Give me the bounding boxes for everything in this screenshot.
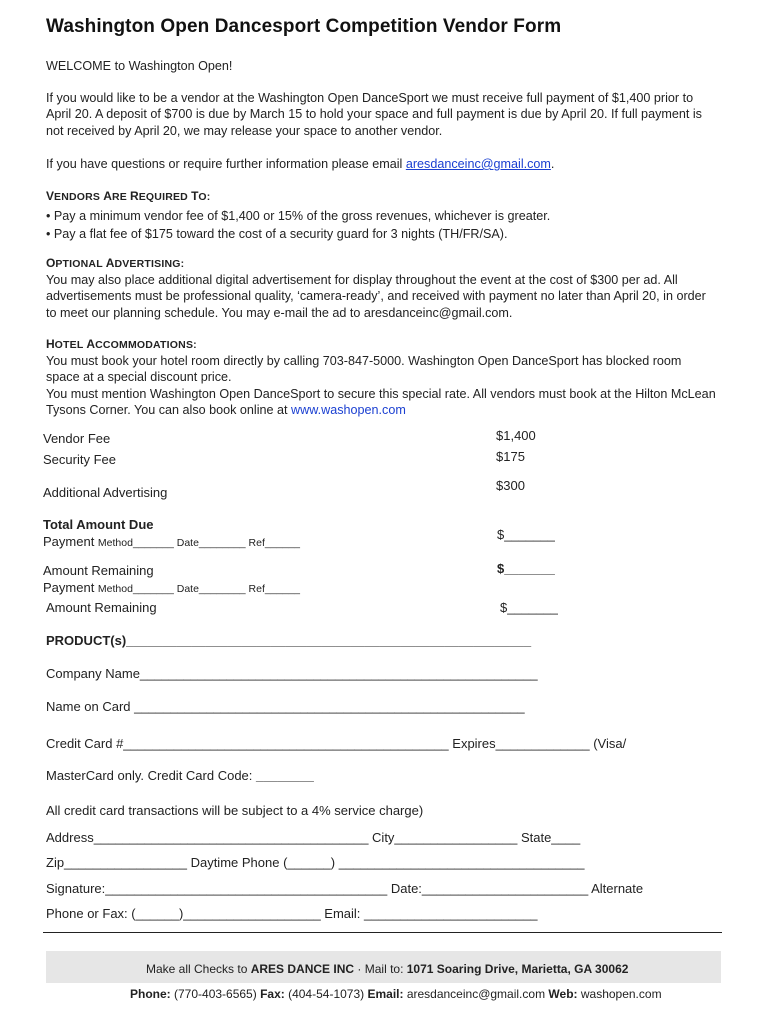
products-field[interactable]: PRODUCT(s)________________________________________________________ (46, 633, 532, 648)
payment-label: Payment (43, 580, 98, 595)
heading-part: RE (111, 191, 131, 203)
heading-part: A (105, 256, 115, 270)
advertising-text: You may also place additional digital advertisement for display throughout the event at the cost of $300 per ad. All advertisements must be professional quality, ‘camera-ready’, and received with payment no later than April 20, in order to meet our planning schedule. You may e-mail the ad to aresdanceinc@gmail.com. (46, 273, 706, 320)
website-link[interactable]: www.washopen.com (291, 403, 406, 418)
vendor-fee-label: Vendor Fee (43, 431, 111, 446)
questions-text (46, 156, 718, 172)
email-label: Email: (367, 987, 404, 1001)
mail-to-label: Mail to: (364, 962, 407, 976)
name-on-card-field[interactable]: Name on Card ______________________________________________________ (46, 699, 525, 714)
company-name: ARES DANCE INC (250, 962, 355, 976)
advertising-heading (46, 255, 718, 272)
advertising-label: Additional Advertising (43, 485, 168, 500)
questions-label: If you have questions or require further information please email (46, 157, 406, 171)
fax-value: (404-54-1073) (284, 987, 368, 1001)
card-code-blank[interactable]: ________ (256, 768, 314, 783)
hotel-text-1: You must book your hotel room directly by calling 703-847-5000. Washington Open DanceSport has blocked room space at a special discount price. (46, 354, 682, 385)
total-amount-label: Total Amount Due (43, 517, 154, 532)
heading-part: R (130, 189, 139, 203)
heading-part: A (86, 337, 96, 351)
phone-label: Phone: (130, 987, 171, 1001)
heading-part: O (46, 256, 56, 270)
payment-line-1 (43, 534, 300, 549)
email-link[interactable]: aresdanceinc@gmail.com (405, 157, 551, 171)
credit-card-field[interactable]: Credit Card #_____________________________________________ Expires_____________ (Visa/ (46, 736, 627, 751)
payment-line-2 (43, 580, 300, 595)
amount-remaining-label: Amount Remaining (43, 563, 154, 578)
make-checks-label: Make all Checks to (146, 962, 251, 976)
card-code-field[interactable] (46, 768, 314, 783)
payment-label: Payment (43, 534, 98, 549)
vendors-required-heading (46, 188, 718, 205)
web-value[interactable]: washopen.com (577, 987, 662, 1001)
security-fee-value: $175 (496, 449, 525, 464)
vendor-requirement-bullet: • Pay a minimum vendor fee of $1,400 or 15% of the gross revenues, whichever is greater. (46, 209, 551, 223)
service-charge-note: All credit card transactions will be subject to a 4% service charge) (46, 803, 424, 818)
footer-mail-text (146, 960, 628, 978)
phone-fax-field[interactable]: Phone or Fax: (______)___________________ Email: ________________________ (46, 906, 538, 921)
company-name-field[interactable]: Company Name_______________________________________________________ (46, 666, 538, 681)
welcome-text: WELCOME to Washington Open! (46, 59, 233, 73)
amount-remaining-value-2: $_______ (500, 600, 558, 615)
heading-part: DVERTISING: (114, 258, 185, 270)
footer-mail-bar (46, 951, 721, 983)
vendor-fee-value: $1,400 (496, 428, 536, 443)
questions-end: . (550, 157, 555, 171)
footer-divider (43, 932, 722, 933)
heading-part: V (46, 189, 55, 203)
heading-part: H (46, 337, 55, 351)
email-value[interactable]: aresdanceinc@gmail.com (403, 987, 549, 1001)
address-field[interactable]: Address______________________________________ City_________________ State____ (46, 830, 581, 845)
web-label: Web: (548, 987, 578, 1001)
payment-method-line: Method_______ Date________ Ref______ (97, 583, 300, 595)
separator-dot: · (354, 962, 365, 976)
advertising-value: $300 (496, 478, 525, 493)
heading-part: OTEL (54, 339, 87, 351)
heading-part: ENDORS (54, 191, 104, 203)
payment-method-line: Method_______ Date________ Ref______ (97, 537, 300, 549)
hotel-text-2 (46, 386, 718, 419)
heading-part: CCOMMODATIONS: (95, 339, 197, 351)
page-title: Washington Open Dancesport Competition Vendor Form (46, 16, 562, 37)
heading-part: O: (198, 191, 211, 203)
amount-remaining-label-2: Amount Remaining (46, 600, 157, 615)
fax-label: Fax: (260, 987, 285, 1001)
signature-field[interactable]: Signature:_______________________________________ Date:_______________________ Alternate (46, 881, 644, 896)
hotel-text-2-label: You must mention Washington Open DanceSport to secure this special rate. All vendors must book at the Hilton McLean Tysons Corner. You can also book online at (46, 387, 716, 418)
footer-contact-line (130, 987, 662, 1001)
zip-phone-field[interactable]: Zip_________________ Daytime Phone (______) __________________________________ (46, 855, 585, 870)
heading-part: EQUIRED (138, 191, 192, 203)
hotel-heading (46, 336, 718, 353)
vendor-requirement-bullet: • Pay a flat fee of $175 toward the cost of a security guard for 3 nights (TH/FR/SA). (46, 227, 508, 241)
card-code-label: MasterCard only. Credit Card Code: (46, 768, 257, 783)
heading-part: A (103, 189, 112, 203)
heading-part: PTIONAL (55, 258, 106, 270)
security-fee-label: Security Fee (43, 452, 116, 467)
total-amount-value: $_______ (497, 527, 555, 542)
phone-value: (770-403-6565) (170, 987, 261, 1001)
amount-remaining-value: $_______ (497, 561, 555, 576)
intro-paragraph: If you would like to be a vendor at the Washington Open DanceSport we must receive full payment of $1,400 prior to April 20. A deposit of $700 is due by March 15 to hold your space and full payment is due by April 20. If full payment is not received by April 20, we may release your space to another vendor. (46, 91, 702, 138)
mail-address: 1071 Soaring Drive, Marietta, GA 30062 (406, 962, 629, 976)
heading-part: T (191, 189, 199, 203)
